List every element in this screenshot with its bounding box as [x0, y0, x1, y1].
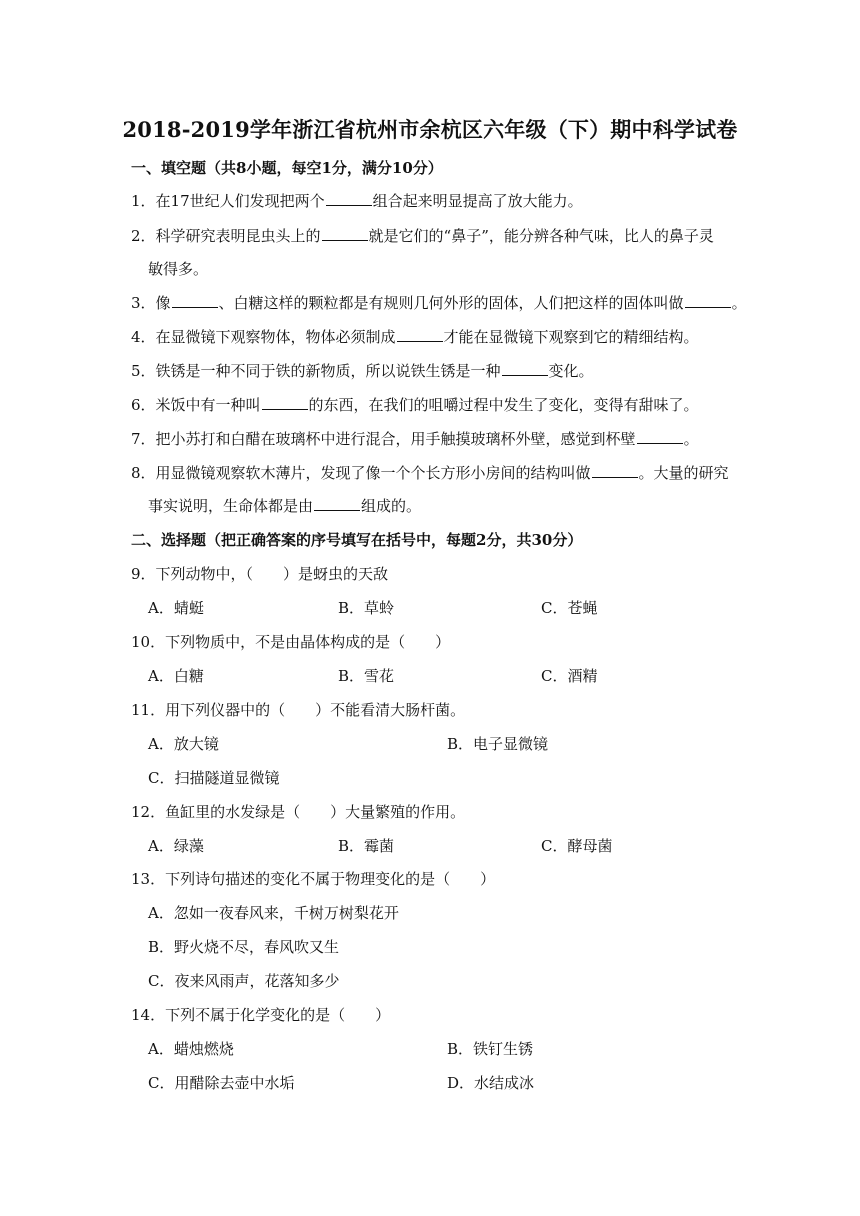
answer-blank[interactable]: [502, 363, 548, 376]
question-6: 6．米饭中有一种叫 的东西，在我们的咀嚼过程中发生了变化，变得有甜味了。: [131, 396, 699, 414]
q10-option-c[interactable]: C．酒精: [541, 667, 598, 685]
q13-option-c[interactable]: C．夜来风雨声，花落知多少: [148, 972, 340, 990]
answer-blank[interactable]: [326, 193, 372, 206]
q11-option-c[interactable]: C．扫描隧道显微镜: [148, 769, 280, 787]
question-9: 9．下列动物中，（ ）是蚜虫的天敌: [131, 565, 389, 583]
answer-blank[interactable]: [637, 431, 683, 444]
section-heading-fill-in: 一、填空题（共8小题，每空1分，满分10分）: [131, 159, 443, 177]
question-13: 13．下列诗句描述的变化不属于物理变化的是（ ）: [131, 870, 496, 888]
question-4: 4．在显微镜下观察物体，物体必须制成 才能在显微镜下观察到它的精细结构。: [131, 328, 699, 346]
q11-option-a[interactable]: A．放大镜: [148, 735, 219, 753]
question-2: 2．科学研究表明昆虫头上的 就是它们的“鼻子”，能分辨各种气味，比人的鼻子灵: [131, 227, 714, 245]
answer-blank[interactable]: [592, 465, 638, 478]
question-5: 5．铁锈是一种不同于铁的新物质，所以说铁生锈是一种 变化。: [131, 362, 594, 380]
q14-option-a[interactable]: A．蜡烛燃烧: [148, 1040, 234, 1058]
question-8: 8．用显微镜观察软木薄片，发现了像一个个长方形小房间的结构叫做 。大量的研究: [131, 464, 729, 482]
q10-option-a[interactable]: A．白糖: [148, 667, 204, 685]
question-12: 12．鱼缸里的水发绿是（ ）大量繁殖的作用。: [131, 803, 466, 821]
q12-option-a[interactable]: A．绿藻: [148, 837, 204, 855]
answer-blank[interactable]: [685, 295, 731, 308]
answer-blank[interactable]: [397, 329, 443, 342]
q14-option-b[interactable]: B．铁钉生锈: [447, 1040, 534, 1058]
question-14: 14．下列不属于化学变化的是（ ）: [131, 1006, 391, 1024]
page-title: 2018-2019学年浙江省杭州市余杭区六年级（下）期中科学试卷: [122, 117, 738, 142]
q12-option-c[interactable]: C．酵母菌: [541, 837, 613, 855]
q14-option-c[interactable]: C．用醋除去壶中水垢: [148, 1074, 295, 1092]
q9-option-b[interactable]: B．草蛉: [338, 599, 395, 617]
question-10: 10．下列物质中，不是由晶体构成的是（ ）: [131, 633, 451, 651]
q14-option-d[interactable]: D．水结成冰: [447, 1074, 535, 1092]
answer-blank[interactable]: [172, 295, 218, 308]
q11-option-b[interactable]: B．电子显微镜: [447, 735, 549, 753]
q9-option-a[interactable]: A．蜻蜓: [148, 599, 204, 617]
question-11: 11．用下列仪器中的（ ）不能看清大肠杆菌。: [131, 701, 466, 719]
q13-option-a[interactable]: A．忽如一夜春风来，千树万树梨花开: [148, 904, 399, 922]
section-heading-choice: 二、选择题（把正确答案的序号填写在括号中，每题2分，共30分）: [131, 531, 583, 549]
q9-option-c[interactable]: C．苍蝇: [541, 599, 598, 617]
question-1: 1．在17世纪人们发现把两个 组合起来明显提高了放大能力。: [131, 192, 583, 210]
q10-option-b[interactable]: B．雪花: [338, 667, 395, 685]
question-3: 3．像 、白糖这样的颗粒都是有规则几何外形的固体，人们把这样的固体叫做 。: [131, 294, 747, 312]
q13-option-b[interactable]: B．野火烧不尽，春风吹又生: [148, 938, 340, 956]
q12-option-b[interactable]: B．霉菌: [338, 837, 395, 855]
question-8-continued: 事实说明，生命体都是由 组成的。: [148, 497, 422, 515]
answer-blank[interactable]: [314, 498, 360, 511]
answer-blank[interactable]: [262, 397, 308, 410]
answer-blank[interactable]: [322, 228, 368, 241]
question-7: 7．把小苏打和白醋在玻璃杯中进行混合，用手触摸玻璃杯外壁，感觉到杯壁 。: [131, 430, 699, 448]
question-2-continued: 敏得多。: [148, 260, 209, 278]
